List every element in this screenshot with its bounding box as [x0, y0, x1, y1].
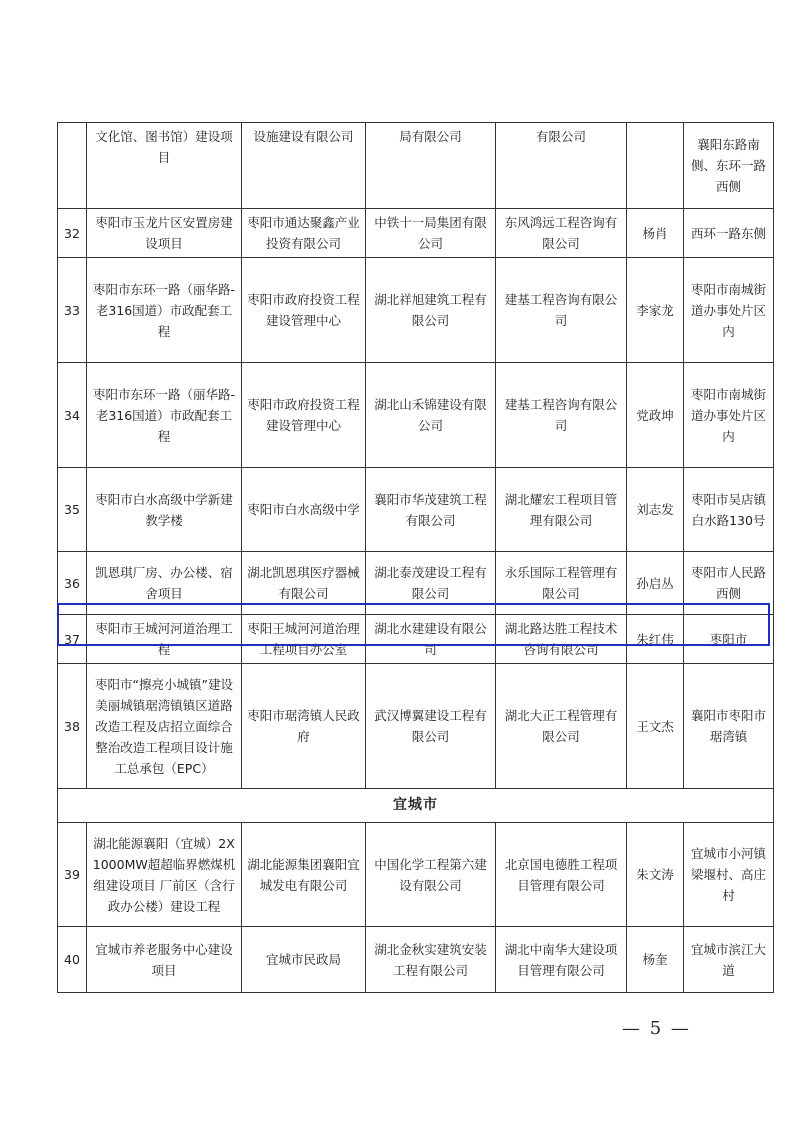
project-location: 枣阳市 [684, 615, 774, 664]
project-location: 枣阳市南城街道办事处片区内 [684, 363, 774, 468]
project-manager: 李家龙 [627, 258, 684, 363]
owner-unit: 枣阳市琚湾镇人民政府 [242, 664, 366, 789]
row-number: 35 [58, 468, 87, 552]
project-location: 襄阳东路南侧、东环一路西侧 [684, 123, 774, 209]
supervision-unit: 永乐国际工程管理有限公司 [496, 552, 627, 615]
project-table [57, 122, 774, 993]
supervision-unit: 湖北耀宏工程项目管理有限公司 [496, 468, 627, 552]
supervision-unit: 北京国电德胜工程项目管理有限公司 [496, 823, 627, 927]
row-number: 37 [58, 615, 87, 664]
page-number: — 5 — [622, 1018, 691, 1039]
row-number: 34 [58, 363, 87, 468]
contractor-unit: 中国化学工程第六建设有限公司 [366, 823, 496, 927]
project-name: 凯恩琪厂房、办公楼、宿舍项目 [87, 552, 242, 615]
owner-unit: 设施建设有限公司 [242, 123, 366, 209]
owner-unit: 枣阳市通达聚鑫产业投资有限公司 [242, 209, 366, 258]
table-row [58, 927, 774, 993]
contractor-unit: 武汉博翼建设工程有限公司 [366, 664, 496, 789]
row-number: 38 [58, 664, 87, 789]
project-manager: 刘志发 [627, 468, 684, 552]
project-name: 枣阳市玉龙片区安置房建设项目 [87, 209, 242, 258]
project-name: 湖北能源襄阳（宜城）2X1000MW超超临界燃煤机组建设项目 厂前区（含行政办公楼）建设工程 [87, 823, 242, 927]
table-row [58, 823, 774, 927]
owner-unit: 枣阳市白水高级中学 [242, 468, 366, 552]
supervision-unit: 湖北路达胜工程技术咨询有限公司 [496, 615, 627, 664]
project-name: 枣阳市东环一路（丽华路-老316国道）市政配套工程 [87, 363, 242, 468]
table-row [58, 209, 774, 258]
table-row-highlighted [58, 615, 774, 664]
table-row [58, 664, 774, 789]
supervision-unit: 湖北大正工程管理有限公司 [496, 664, 627, 789]
project-location: 宜城市小河镇梁堰村、高庄村 [684, 823, 774, 927]
table-row [58, 363, 774, 468]
project-name: 文化馆、图书馆）建设项目 [87, 123, 242, 209]
project-name: 枣阳市王城河河道治理工程 [87, 615, 242, 664]
contractor-unit: 湖北山禾锦建设有限公司 [366, 363, 496, 468]
project-location: 枣阳市人民路西侧 [684, 552, 774, 615]
table-row [58, 123, 774, 209]
project-manager: 朱红伟 [627, 615, 684, 664]
supervision-unit: 湖北中南华大建设项目管理有限公司 [496, 927, 627, 993]
project-location: 宜城市滨江大道 [684, 927, 774, 993]
table-row [58, 552, 774, 615]
project-manager: 孙启丛 [627, 552, 684, 615]
project-name: 枣阳市“擦亮小城镇”建设美丽城镇琚湾镇镇区道路改造工程及店招立面综合整治改造工程项目设计施工总承包（EPC） [87, 664, 242, 789]
project-manager: 杨奎 [627, 927, 684, 993]
project-manager: 朱文涛 [627, 823, 684, 927]
project-name: 枣阳市东环一路（丽华路-老316国道）市政配套工程 [87, 258, 242, 363]
project-name: 枣阳市白水高级中学新建教学楼 [87, 468, 242, 552]
owner-unit: 枣阳王城河河道治理工程项目办公室 [242, 615, 366, 664]
project-manager: 杨肖 [627, 209, 684, 258]
contractor-unit: 局有限公司 [366, 123, 496, 209]
project-manager: 王文杰 [627, 664, 684, 789]
supervision-unit: 建基工程咨询有限公司 [496, 258, 627, 363]
owner-unit: 枣阳市政府投资工程建设管理中心 [242, 363, 366, 468]
supervision-unit: 建基工程咨询有限公司 [496, 363, 627, 468]
row-number: 40 [58, 927, 87, 993]
project-location: 西环一路东侧 [684, 209, 774, 258]
project-name: 宜城市养老服务中心建设项目 [87, 927, 242, 993]
owner-unit: 宜城市民政局 [242, 927, 366, 993]
table-row [58, 258, 774, 363]
owner-unit: 枣阳市政府投资工程建设管理中心 [242, 258, 366, 363]
supervision-unit: 有限公司 [496, 123, 627, 209]
owner-unit: 湖北能源集团襄阳宜城发电有限公司 [242, 823, 366, 927]
contractor-unit: 襄阳市华茂建筑工程有限公司 [366, 468, 496, 552]
row-number: 32 [58, 209, 87, 258]
project-location: 枣阳市南城街道办事处片区内 [684, 258, 774, 363]
project-manager: 党政坤 [627, 363, 684, 468]
supervision-unit: 东风鸿远工程咨询有限公司 [496, 209, 627, 258]
contractor-unit: 湖北泰茂建设工程有限公司 [366, 552, 496, 615]
project-location: 枣阳市吴店镇白水路130号 [684, 468, 774, 552]
contractor-unit: 湖北水建建设有限公司 [366, 615, 496, 664]
row-number [58, 123, 87, 209]
contractor-unit: 湖北金秋实建筑安装工程有限公司 [366, 927, 496, 993]
project-location: 襄阳市枣阳市琚湾镇 [684, 664, 774, 789]
contractor-unit: 湖北祥旭建筑工程有限公司 [366, 258, 496, 363]
project-manager [627, 123, 684, 209]
section-title: 宜城市 [58, 789, 774, 823]
owner-unit: 湖北凯恩琪医疗器械有限公司 [242, 552, 366, 615]
row-number: 39 [58, 823, 87, 927]
contractor-unit: 中铁十一局集团有限公司 [366, 209, 496, 258]
row-number: 33 [58, 258, 87, 363]
section-header-row [58, 789, 774, 823]
row-number: 36 [58, 552, 87, 615]
table-row [58, 468, 774, 552]
